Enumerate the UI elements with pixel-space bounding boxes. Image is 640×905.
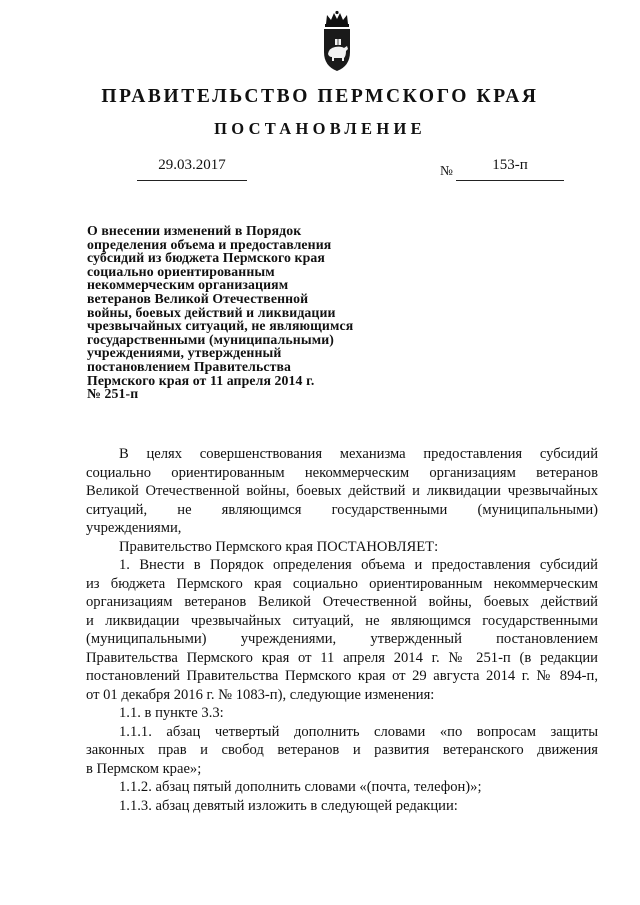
text-line: от 01 декабря 2016 г. № 1083-п), следующие изменения: (86, 686, 435, 703)
subject-line: субсидий из бюджета Пермского края (87, 250, 325, 266)
document-date: 29.03.2017 (137, 156, 247, 181)
document-subject (87, 224, 387, 401)
text-line: организациям ветеранов Великой Отечественной войны, боевых действий (86, 594, 598, 610)
document-number: 153-п (456, 156, 564, 181)
subject-line: государственными (муниципальными) (87, 331, 334, 347)
text-line: 1.1.1. абзац четвертый дополнить словами «по вопросам защиты (119, 723, 598, 740)
subject-line: некоммерческим организациям (87, 277, 289, 293)
preamble-paragraph (86, 445, 598, 538)
government-title: ПРАВИТЕЛЬСТВО ПЕРМСКОГО КРАЯ (101, 86, 539, 107)
text-line: 1. Внести в Порядок определения объема и предоставления субсидий (119, 557, 598, 573)
item-1-1-3-paragraph (86, 797, 598, 816)
text-line: в Пермском крае»; (86, 760, 202, 777)
document-kind: ПОСТАНОВЛЕНИЕ (214, 119, 426, 138)
item-1-1-1-paragraph (86, 723, 598, 779)
text-line: 1.1.2. абзац пятый дополнить словами «(почта, телефон)»; (119, 779, 482, 795)
text-line: социально ориентированным некоммерческим организациям ветеранов (86, 464, 598, 481)
text-line: Правительства Пермского края от 11 апреля 2014 г. № 251-п (в редакции (86, 649, 598, 666)
text-line: постановлений Правительства Пермского края от 29 августа 2014 г. № 894-п, (86, 668, 598, 684)
text-line: законных прав и свобод ветеранов и развития ветеранского движения (86, 742, 598, 758)
text-line: В целях совершенствования механизма предоставления субсидий (119, 446, 598, 462)
text-line: 1.1. в пункте 3.3: (119, 705, 224, 721)
text-line: ситуаций, не являющимся государственными (муниципальными) (86, 501, 598, 518)
number-sign: № (440, 163, 453, 178)
subject-line: определения объема и предоставления (87, 236, 332, 252)
subject-line: Пермского края от 11 апреля 2014 г. (87, 372, 315, 388)
text-line: 1.1.3. абзац девятый изложить в следующей редакции: (119, 797, 458, 814)
item-1-1-paragraph (86, 704, 598, 723)
subject-line: № 251-п (87, 386, 139, 402)
text-line: учреждениями, (86, 520, 182, 536)
subject-line: социально ориентированным (87, 263, 275, 279)
item-1-1-2-paragraph (86, 778, 598, 797)
subject-line: чрезвычайных ситуаций, не являющимся (87, 318, 354, 334)
subject-line: постановлением Правительства (87, 358, 292, 374)
text-line: и ликвидации чрезвычайных ситуаций, не являющимся государственными (86, 612, 598, 629)
text-line: Великой Отечественной войны, боевых действий и ликвидации чрезвычайных (86, 483, 598, 499)
text-line: из бюджета Пермского края социально ориентированным некоммерческим (86, 575, 598, 592)
text-line: Правительство Пермского края ПОСТАНОВЛЯЕТ: (119, 538, 439, 555)
subject-line: войны, боевых действий и ликвидации (87, 304, 336, 320)
subject-line: учреждениями, утвержденный (87, 345, 282, 361)
text-line: (муниципальными) учреждениями, утвержденный постановлением (86, 631, 598, 647)
resolution-paragraph (86, 538, 598, 557)
document-body (86, 445, 598, 815)
coat-of-arms-icon (316, 10, 358, 72)
subject-line: ветеранов Великой Отечественной (87, 290, 309, 306)
item-1-paragraph (86, 556, 598, 704)
subject-line: О внесении изменений в Порядок (87, 223, 302, 238)
